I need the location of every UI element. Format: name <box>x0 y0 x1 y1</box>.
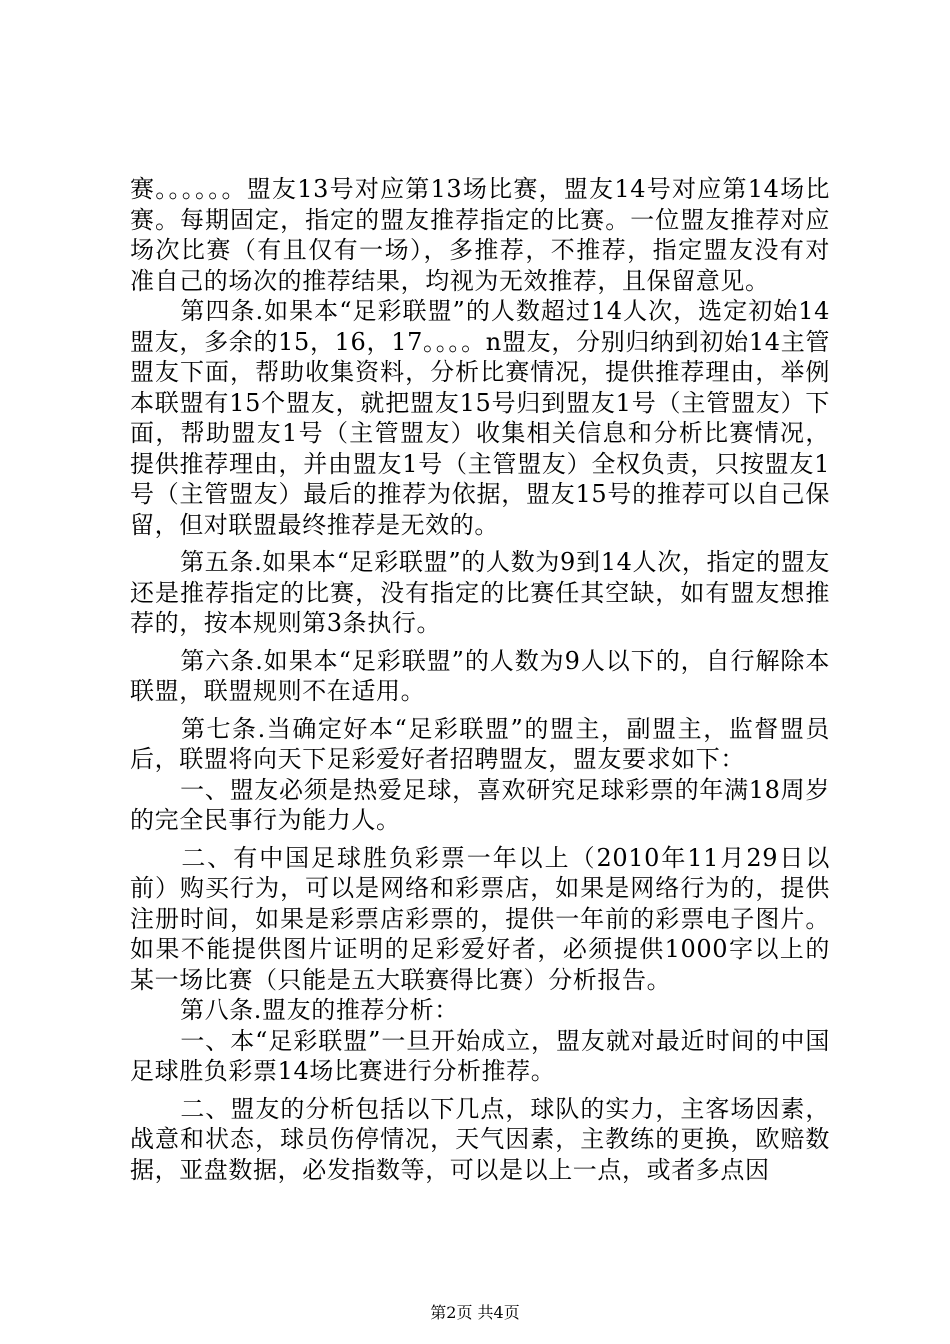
paragraph <box>130 714 830 775</box>
paragraph <box>130 995 830 1026</box>
paragraph-text: 一、本“足彩联盟”一旦开始成立，盟友就对最近时间的中国足球胜负彩票14场比赛进行分析推荐。 <box>130 1026 830 1085</box>
paragraph-text: 二、盟友的分析包括以下几点，球队的实力，主客场因素，战意和状态，球员伤停情况，天气因素，主教练的更换，欧赔数据，亚盘数据，必发指数等，可以是以上一点，或者多点因 <box>130 1094 830 1184</box>
paragraph-text: 赛。。。。。。盟友13号对应第13场比赛，盟友14号对应第14场比赛。每期固定，指定的盟友推荐指定的比赛。一位盟友推荐对应场次比赛（有且仅有一场），多推荐，不推荐，指定盟友没有对准自己的场次的推荐结果，均视为无效推荐，且保留意见。 <box>130 175 830 295</box>
paragraph-text: 第五条.如果本“足彩联盟”的人数为9到14人次，指定的盟友还是推荐指定的比赛，没有指定的比赛任其空缺，如有盟友想推荐的，按本规则第3条执行。 <box>130 548 830 637</box>
paragraph <box>130 547 830 639</box>
paragraph-text: 一、盟友必须是热爱足球，喜欢研究足球彩票的年满18周岁的完全民事行为能力人。 <box>130 775 830 834</box>
paragraph <box>130 1094 830 1186</box>
paragraph <box>130 174 830 296</box>
paragraph-text: 二、有中国足球胜负彩票一年以上（2010年11月29日以前）购买行为，可以是网络和彩票店，如果是网络行为的，提供注册时间，如果是彩票店彩票的，提供一年前的彩票电子图片。如果不能提供图片证明的足彩爱好者，必须提供1000字以上的某一场比赛（只能是五大联赛得比赛）分析报告。 <box>130 843 830 994</box>
paragraph-text: 第七条.当确定好本“足彩联盟”的盟主，副盟主，监督盟员后，联盟将向天下足彩爱好者招聘盟友，盟友要求如下： <box>130 714 830 773</box>
paragraph-text: 第四条.如果本“足彩联盟”的人数超过14人次，选定初始14盟友，多余的15，16，17。。。。n盟友，分别归纳到初始14主管盟友下面，帮助收集资料，分析比赛情况，提供推荐理由，举例本联盟有15个盟友，就把盟友15号归到盟友1号（主管盟友）下面，帮助盟友1号（主管盟友）收集相关信息和分析比赛情况，提供推荐理由，并由盟友1号（主管盟友）全权负责，只按盟友1号（主管盟友）最后的推荐为依据，盟友15号的推荐可以自己保留，但对联盟最终推荐是无效的。 <box>130 297 830 539</box>
document-body <box>130 174 830 1185</box>
paragraph <box>130 296 830 540</box>
paragraph-text: 第六条.如果本“足彩联盟”的人数为9人以下的，自行解除本联盟，联盟规则不在适用。 <box>130 646 830 705</box>
page-number: 第2页 共4页 <box>430 1303 520 1322</box>
paragraph <box>130 1026 830 1087</box>
paragraph <box>130 775 830 836</box>
paragraph <box>130 646 830 707</box>
paragraph <box>130 843 830 996</box>
paragraph-text: 第八条.盟友的推荐分析： <box>180 996 459 1024</box>
page-footer <box>0 1300 950 1323</box>
